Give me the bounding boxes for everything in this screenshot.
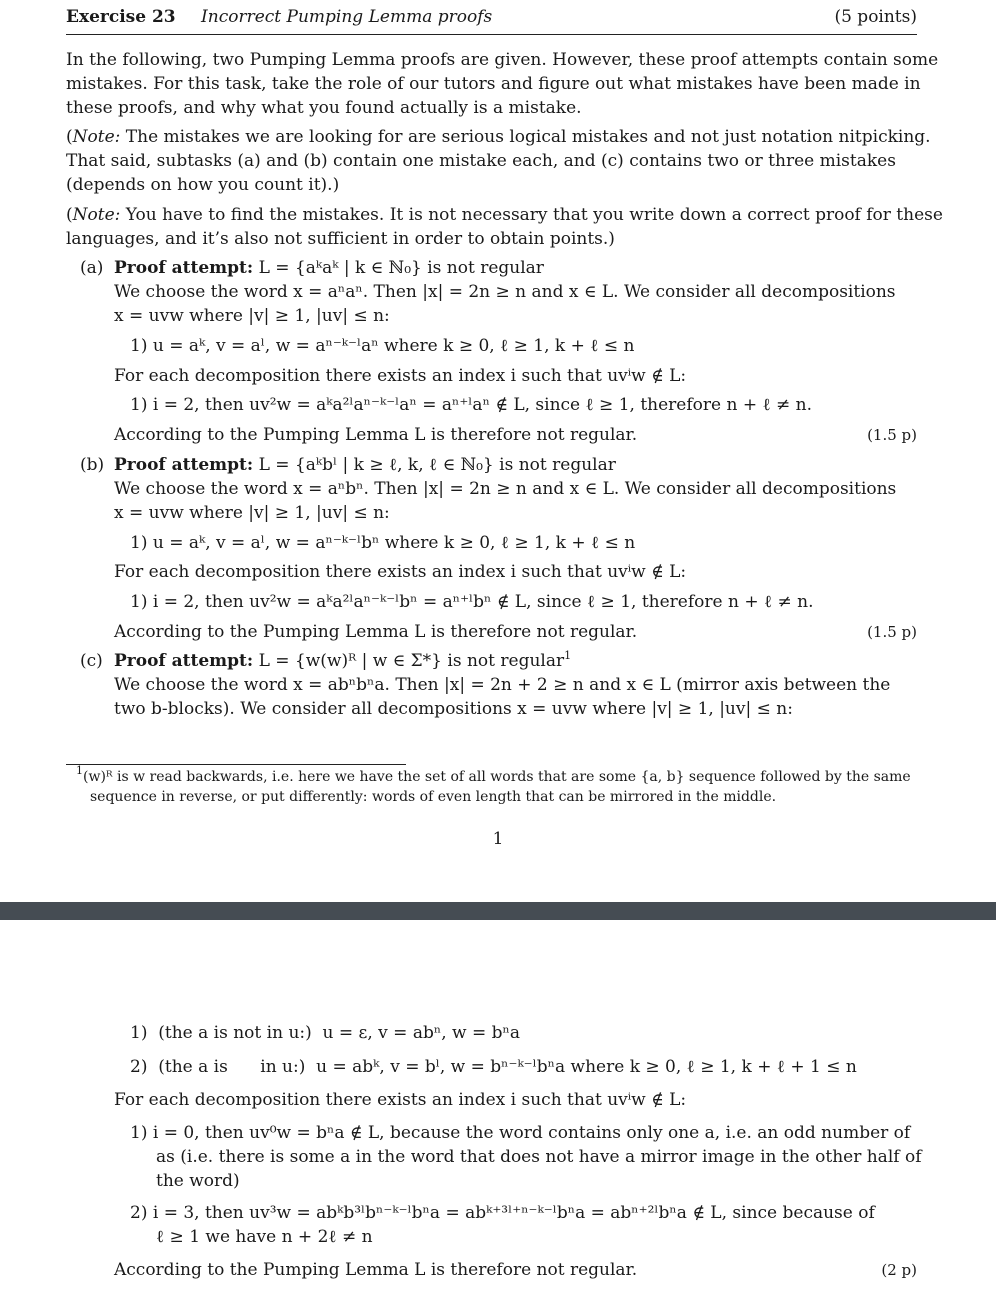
part-a-case: 1) i = 2, then uv²w = aᵏa²ˡaⁿ⁻ᵏ⁻ˡaⁿ = aⁿ⁺ˡaⁿ ∉ L, since ℓ ≥ 1, therefore n + ℓ ≠ n. [130, 395, 813, 415]
part-b-case: 1) i = 2, then uv²w = aᵏa²ˡaⁿ⁻ᵏ⁻ˡbⁿ = aⁿ⁺ˡbⁿ ∉ L, since ℓ ≥ 1, therefore n + ℓ ≠ n. [130, 592, 814, 612]
footnote-line-1 [76, 764, 911, 787]
part-a-choose-1: We choose the word x = aⁿaⁿ. Then |x| = 2n ≥ n and x ∈ L. We consider all decompositions [114, 282, 896, 302]
footnote-rule [66, 764, 406, 765]
part-c-claim: L = {w(w)ᴿ | w ∈ Σ*} is not regular [258, 651, 565, 671]
footnote-text-1: (w)ᴿ is w read backwards, i.e. here we have the set of all words that are some {a, b} sequence followed by the same [83, 769, 911, 785]
part-b-conclusion-row [114, 620, 917, 644]
part-a-decomposition: 1) u = aᵏ, v = aˡ, w = aⁿ⁻ᵏ⁻ˡaⁿ where k ≥ 0, ℓ ≥ 1, k + ℓ ≤ n [130, 336, 635, 356]
part-b-conclusion: According to the Pumping Lemma L is therefore not regular. [114, 622, 638, 642]
part-c-case2-line-1: 2) i = 3, then uv³w = abᵏb³ˡbⁿ⁻ᵏ⁻ˡbⁿa = abᵏ⁺³ˡ⁺ⁿ⁻ᵏ⁻ˡbⁿa = abⁿ⁺²ˡbⁿa ∉ L, since because of [130, 1203, 875, 1223]
note1-label: Note: [72, 127, 121, 147]
part-a-claim: L = {aᵏaᵏ | k ∈ ℕ₀} is not regular [258, 258, 544, 278]
footnote-line-2: sequence in reverse, or put differently: words of even length that can be mirrored in the middle. [90, 789, 777, 805]
note2-line-2: languages, and it’s also not sufficient in order to obtain points.) [66, 229, 615, 249]
note2-line-1: (Note: You have to find the mistakes. It is not necessary that you write down a correct proof for these [66, 205, 943, 225]
part-c-decomposition-2: 2) (the a is in u:) u = abᵏ, v = bˡ, w = bⁿ⁻ᵏ⁻ˡbⁿa where k ≥ 0, ℓ ≥ 1, k + ℓ + 1 ≤ n [130, 1057, 857, 1077]
part-c-case1-line-2: as (i.e. there is some a in the word that does not have a mirror image in the other half of [156, 1147, 922, 1167]
part-c-claim-line [114, 649, 571, 673]
part-c-conclusion: According to the Pumping Lemma L is therefore not regular. [114, 1260, 638, 1280]
header-rule [66, 34, 917, 35]
footnote-ref: 1 [564, 649, 572, 662]
part-c-case1-line-3: the word) [156, 1171, 240, 1191]
note2-label: Note: [72, 205, 121, 225]
note1-line-3: (depends on how you count it).) [66, 175, 340, 195]
part-c-choose-1: We choose the word x = abⁿbⁿa. Then |x| = 2n + 2 ≥ n and x ∈ L (mirror axis between the [114, 675, 891, 695]
part-c-conclusion-row [114, 1258, 917, 1282]
part-b-label: (b) [80, 455, 105, 475]
note2-text-1: You have to find the mistakes. It is not necessary that you write down a correct proof for these [125, 205, 943, 225]
part-b-decomposition: 1) u = aᵏ, v = aˡ, w = aⁿ⁻ᵏ⁻ˡbⁿ where k ≥ 0, ℓ ≥ 1, k + ℓ ≤ n [130, 533, 636, 553]
note1-text-1: The mistakes we are looking for are serious logical mistakes and not just notation nitpicking. [125, 127, 931, 147]
part-a-conclusion: According to the Pumping Lemma L is therefore not regular. [114, 425, 638, 445]
part-a-each: For each decomposition there exists an index i such that uvⁱw ∉ L: [114, 366, 687, 386]
intro-line-1: In the following, two Pumping Lemma proofs are given. However, these proof attempts contain some [66, 50, 939, 70]
part-b-each: For each decomposition there exists an index i such that uvⁱw ∉ L: [114, 562, 687, 582]
part-a-choose-2: x = uvw where |v| ≥ 1, |uv| ≤ n: [114, 306, 390, 326]
page-separator [0, 902, 996, 920]
part-c-points: (2 p) [881, 1261, 917, 1279]
exercise-title: Incorrect Pumping Lemma proofs [201, 7, 493, 27]
part-c-each: For each decomposition there exists an index i such that uvⁱw ∉ L: [114, 1090, 687, 1110]
part-c-case1-line-1: 1) i = 0, then uv⁰w = bⁿa ∉ L, because the word contains only one a, i.e. an odd number of [130, 1123, 911, 1143]
exercise-header [66, 5, 917, 29]
page-number: 1 [492, 829, 504, 849]
part-b-heading: Proof attempt: [114, 455, 254, 475]
footnote-mark: 1 [76, 764, 83, 777]
page-2 [0, 920, 996, 1291]
intro-line-3: these proofs, and why what you found actually is a mistake. [66, 98, 582, 118]
part-a-conclusion-row [114, 423, 917, 447]
exercise-number: Exercise 23 [66, 7, 176, 27]
part-b-choose-1: We choose the word x = aⁿbⁿ. Then |x| = 2n ≥ n and x ∈ L. We consider all decompositions [114, 479, 897, 499]
part-c-decomposition-1: 1) (the a is not in u:) u = ε, v = abⁿ, w = bⁿa [130, 1023, 520, 1043]
part-c-label: (c) [80, 651, 103, 671]
part-c-case2-line-2: ℓ ≥ 1 we have n + 2ℓ ≠ n [156, 1227, 373, 1247]
part-c-choose-2: two b-blocks). We consider all decompositions x = uvw where |v| ≥ 1, |uv| ≤ n: [114, 699, 793, 719]
part-b-choose-2: x = uvw where |v| ≥ 1, |uv| ≤ n: [114, 503, 390, 523]
part-b-points: (1.5 p) [867, 623, 917, 641]
note1-line-1: (Note: The mistakes we are looking for are serious logical mistakes and not just notation nitpicking. [66, 127, 931, 147]
part-b-claim-line [114, 453, 616, 477]
part-c-heading: Proof attempt: [114, 651, 254, 671]
part-b-claim: L = {aᵏbˡ | k ≥ ℓ, k, ℓ ∈ ℕ₀} is not regular [258, 455, 616, 475]
note1-line-2: That said, subtasks (a) and (b) contain one mistake each, and (c) contains two or three mistakes [66, 151, 896, 171]
part-a-claim-line [114, 256, 544, 280]
part-a-heading: Proof attempt: [114, 258, 254, 278]
intro-line-2: mistakes. For this task, take the role of our tutors and figure out what mistakes have been made in [66, 74, 921, 94]
part-a-label: (a) [80, 258, 104, 278]
exercise-points: (5 points) [834, 7, 917, 27]
part-a-points: (1.5 p) [867, 426, 917, 444]
